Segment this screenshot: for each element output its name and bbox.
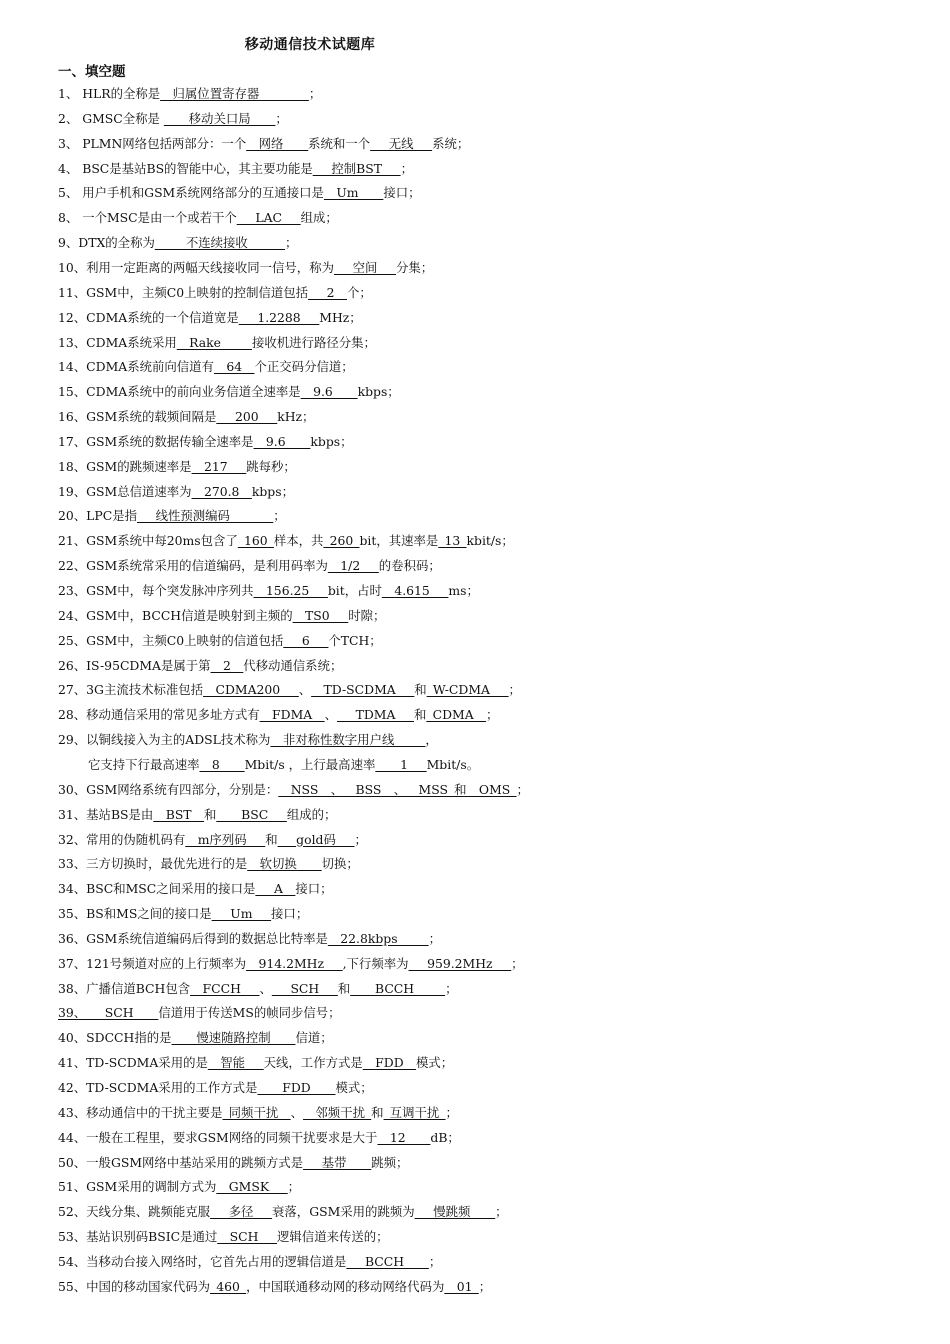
question-text: Mbit/s ，上行最高速率 xyxy=(244,756,376,772)
question-text: 的卷积码； xyxy=(378,558,441,574)
question-line xyxy=(58,134,469,154)
answer-blank: ____1___ xyxy=(375,756,427,772)
answer-blank: ___959.2MHz___ xyxy=(408,955,512,971)
question-text: 24、GSM中，BCCH信道是映射到主频的 xyxy=(58,607,293,623)
question-text: ； xyxy=(273,508,286,524)
question-text: 接收机进行路径分集； xyxy=(252,334,376,350)
page-title: 移动通信技术试题库 xyxy=(244,37,376,53)
question-text: 38、广播信道BCH包含 xyxy=(58,980,191,996)
answer-blank: ___无线___ xyxy=(370,135,433,151)
question-text: 和 xyxy=(414,682,427,698)
question-text: 它支持下行最高速率 xyxy=(88,756,200,772)
question-text: 2、 GMSC全称是 xyxy=(58,110,164,126)
answer-blank: _260_ xyxy=(323,533,360,549)
question-line xyxy=(58,1003,341,1023)
question-line xyxy=(58,1177,300,1197)
question-text: 19、GSM总信道速率为 xyxy=(58,483,192,499)
answer-blank: __12____ xyxy=(377,1129,431,1145)
question-text: 53、基站识别码BSIC是通过 xyxy=(58,1229,218,1245)
question-line xyxy=(58,233,297,253)
question-text: 1、 HLR的全称是 xyxy=(58,86,161,101)
question-text: 10、利用一定距离的两幅天线接收同一信号，称为 xyxy=(58,259,334,275)
question-text: dB； xyxy=(430,1129,460,1145)
question-text: 25、GSM中，主频C0上映射的信道包括 xyxy=(58,632,284,648)
question-text: 28、移动通信采用的常见多址方式有 xyxy=(58,707,260,723)
question-text: ； xyxy=(486,707,499,723)
question-text: 信道； xyxy=(295,1030,333,1046)
answer-blank: _W-CDMA___ xyxy=(426,682,509,698)
question-text: ； xyxy=(287,1179,301,1195)
answer-blank: _同频干扰__ xyxy=(222,1104,291,1120)
question-text: 37、121号频道对应的上行频率为 xyxy=(58,955,247,971)
answer-blank: __Um____ xyxy=(323,185,384,201)
answer-blank: __9.6____ xyxy=(300,384,358,400)
question-text: kbps； xyxy=(251,483,294,499)
question-text: 和 xyxy=(414,707,427,723)
answer-blank: ____移动关口局____ xyxy=(163,110,276,126)
question-line xyxy=(58,109,288,129)
question-text: 41、TD-SCDMA采用的是 xyxy=(58,1055,208,1071)
answer-blank: ___线性预测编码_______ xyxy=(136,508,274,524)
question-text: 天线，工作方式是 xyxy=(263,1055,363,1071)
question-text: kbps； xyxy=(310,433,353,449)
question-text: 16、GSM系统的载频间隔是 xyxy=(58,409,217,425)
question-text: 33、三方切换时，最优先进行的是 xyxy=(58,856,248,872)
question-text: 个； xyxy=(346,284,372,300)
question-text: ； xyxy=(445,1104,458,1120)
question-text: ； xyxy=(428,1253,442,1269)
question-text: ； xyxy=(511,955,524,971)
question-text: 跳频； xyxy=(371,1154,409,1170)
question-text: 、 xyxy=(324,707,337,723)
question-text: kbps； xyxy=(357,384,400,400)
question-text: 和 xyxy=(371,1104,384,1120)
question-text: 切换； xyxy=(321,856,359,872)
question-text: 20、LPC是指 xyxy=(58,508,137,524)
question-text: ； xyxy=(478,1278,492,1294)
question-text: 17、GSM系统的数据传输全速率是 xyxy=(58,433,254,449)
answer-blank: __22.8kbps_____ xyxy=(327,930,429,946)
question-text: 23、GSM中，每个突发脉冲序列共 xyxy=(58,583,254,598)
answer-blank: __TD-SCDMA___ xyxy=(311,682,415,698)
question-text: kbit/s； xyxy=(466,533,514,549)
question-text: 43、移动通信中的干扰主要是 xyxy=(58,1104,223,1120)
answer-blank: ___LAC___ xyxy=(236,210,301,226)
question-line xyxy=(58,581,479,601)
question-text: 模式； xyxy=(335,1080,373,1095)
question-text: ； xyxy=(275,110,288,126)
question-text: 21、GSM系统中每20ms包含了 xyxy=(58,533,238,549)
answer-blank: ___1.2288___ xyxy=(238,309,320,325)
question-line xyxy=(58,1078,373,1098)
answer-blank: __64__ xyxy=(213,359,255,375)
question-line xyxy=(58,258,433,278)
answer-blank: ___多径___ xyxy=(210,1204,273,1220)
question-line xyxy=(58,432,353,452)
question-line xyxy=(58,979,457,999)
question-text: 30、GSM网络系统有四部分，分别是： xyxy=(58,781,279,797)
answer-blank: __217___ xyxy=(191,458,247,474)
question-text: 接口； xyxy=(295,881,333,897)
answer-blank: _CDMA__ xyxy=(426,707,487,723)
question-text: 模式； xyxy=(416,1055,454,1071)
answer-blank: ____BSC___ xyxy=(216,806,287,822)
question-line xyxy=(58,1202,508,1222)
question-line xyxy=(58,407,314,427)
question-text: 、 xyxy=(259,980,272,996)
question-line xyxy=(58,854,359,874)
answer-blank: __非对称性数字用户线_____ xyxy=(270,732,426,748)
question-text: 时隙； xyxy=(348,607,386,623)
question-line xyxy=(58,84,321,104)
question-text: 8、 一个MSC是由一个或若干个 xyxy=(58,210,237,226)
question-text: 系统和一个 xyxy=(308,135,371,151)
question-line xyxy=(58,805,336,825)
answer-blank: _460_ xyxy=(210,1278,247,1294)
question-line xyxy=(58,482,294,502)
question-text: ； xyxy=(354,831,367,847)
question-text: 44、一般在工程里，要求GSM网络的同频干扰要求是大于 xyxy=(58,1129,378,1145)
answer-blank: __1/2___ xyxy=(327,558,379,574)
answer-blank: ____慢速随路控制____ xyxy=(171,1030,296,1046)
answer-blank: __914.2MHz___ xyxy=(246,955,343,971)
question-text: ； xyxy=(508,682,521,698)
question-line xyxy=(58,208,338,228)
question-text: bit，其速率是 xyxy=(359,533,439,549)
question-text: MHz； xyxy=(319,309,362,325)
question-line xyxy=(58,506,286,526)
question-text: ； xyxy=(428,930,441,946)
question-line xyxy=(58,780,529,800)
question-text: 信道用于传送MS的帧同步信号； xyxy=(158,1005,341,1021)
question-text: 和 xyxy=(337,980,351,996)
question-text: 、 xyxy=(290,1104,304,1120)
question-line xyxy=(58,556,441,576)
question-text: 和 xyxy=(203,806,217,822)
question-line xyxy=(58,1153,408,1173)
question-line xyxy=(58,333,376,353)
question-text: 接口； xyxy=(271,906,309,922)
question-line xyxy=(58,1053,453,1073)
answer-blank: __CDMA200___ xyxy=(203,682,299,698)
question-text: 13、CDMA系统采用 xyxy=(58,334,177,350)
question-text: 组成； xyxy=(300,210,338,226)
answer-blank: __邻频干扰_ xyxy=(303,1104,372,1120)
question-text: kHz； xyxy=(277,409,315,425)
answer-blank: __8____ xyxy=(199,756,245,772)
question-text: 52、天线分集、跳频能克服 xyxy=(58,1204,211,1220)
question-text: 组成的； xyxy=(286,806,337,822)
answer-blank: __SCH___ xyxy=(217,1229,278,1245)
answer-blank: ___gold码___ xyxy=(277,831,355,847)
question-text: ,下行频率为 xyxy=(342,955,409,971)
answer-blank: ___慢跳频____ xyxy=(414,1204,496,1220)
question-line xyxy=(58,730,438,750)
question-text: 个TCH； xyxy=(328,632,382,648)
answer-blank: __归属位置寄存器________ xyxy=(160,86,309,101)
answer-blank: _160_ xyxy=(237,533,274,549)
question-line xyxy=(58,656,342,676)
answer-blank: __9.6____ xyxy=(253,433,311,449)
answer-blank: __网络____ xyxy=(246,135,309,151)
answer-blank: _____不连续接收______ xyxy=(154,235,285,251)
answer-blank: __FCCH___ xyxy=(190,980,260,996)
answer-blank: ___BCCH____ xyxy=(346,1253,429,1269)
question-text: 12、CDMA系统的一个信道宽是 xyxy=(58,309,239,325)
answer-blank: 39、___SCH____ xyxy=(58,1005,159,1021)
answer-blank: __FDMA__ xyxy=(259,707,325,723)
answer-blank: ___Um___ xyxy=(211,906,272,922)
answer-blank: ___A__ xyxy=(255,881,296,897)
question-text: ； xyxy=(308,86,322,101)
question-line xyxy=(58,929,441,949)
answer-blank: __TS0___ xyxy=(292,607,349,623)
question-text: 11、GSM中，主频C0上映射的控制信道包括 xyxy=(58,284,309,300)
question-text: 55、中国的移动国家代码为 xyxy=(58,1278,211,1294)
question-line xyxy=(58,308,362,328)
question-text: ； xyxy=(495,1204,508,1220)
answer-blank: ___6___ xyxy=(283,632,329,648)
question-text: 5、 用户手机和GSM系统网络部分的互通接口是 xyxy=(58,185,324,201)
question-text: ； xyxy=(516,781,529,797)
question-text: 3、 PLMN网络包括两部分：一个 xyxy=(58,135,247,151)
question-line xyxy=(58,357,354,377)
question-text: 代移动通信系统； xyxy=(243,657,343,673)
question-line xyxy=(58,879,333,899)
question-line xyxy=(58,705,498,725)
question-text: 35、BS和MS之间的接口是 xyxy=(58,906,212,922)
question-line xyxy=(58,1277,491,1297)
question-line xyxy=(58,904,308,924)
question-text: 51、GSM采用的调制方式为 xyxy=(58,1179,217,1195)
question-text: 15、CDMA系统中的前向业务信道全速率是 xyxy=(58,384,301,400)
question-line xyxy=(58,159,413,179)
answer-blank: __01_ xyxy=(444,1278,479,1294)
question-line xyxy=(58,680,521,700)
question-text: 42、TD-SCDMA采用的工作方式是 xyxy=(58,1080,258,1095)
question-text: 9、DTX的全称为 xyxy=(58,235,155,251)
question-text: 系统； xyxy=(432,135,470,151)
answer-blank: __BST__ xyxy=(153,806,204,822)
question-line xyxy=(58,631,382,651)
question-text: 36、GSM系统信道编码后得到的数据总比特率是 xyxy=(58,930,328,946)
question-text: 32、常用的伪随机码有 xyxy=(58,831,186,847)
question-text: bit，占时 xyxy=(327,583,382,598)
question-text: 分集； xyxy=(395,259,434,275)
question-text: 31、基站BS是由 xyxy=(58,806,154,822)
question-text: 40、SDCCH指的是 xyxy=(58,1030,172,1046)
question-line xyxy=(58,457,296,477)
question-text: 50、一般GSM网络中基站采用的跳频方式是 xyxy=(58,1154,304,1170)
question-line xyxy=(58,830,367,850)
question-text: ； xyxy=(284,235,298,251)
question-text: 接口； xyxy=(383,185,421,201)
question-text: 54、当移动台接入网络时，它首先占用的逻辑信道是 xyxy=(58,1253,347,1269)
question-line xyxy=(58,283,372,303)
question-line xyxy=(58,382,400,402)
answer-blank: _互调干扰_ xyxy=(383,1104,446,1120)
question-text: 逻辑信道来传送的； xyxy=(277,1229,389,1245)
answer-blank: __156.25___ xyxy=(253,583,328,598)
question-text: 34、BSC和MSC之间采用的接口是 xyxy=(58,881,256,897)
answer-blank: __Rake_____ xyxy=(176,334,252,350)
question-line xyxy=(58,183,420,203)
question-text: 4、 BSC是基站BS的智能中心，其主要功能是 xyxy=(58,160,313,176)
answer-blank: __NSS__、__BSS__、__MSS_和__OMS_ xyxy=(278,781,517,797)
answer-blank: ___TDMA___ xyxy=(336,707,414,723)
question-text: 、 xyxy=(298,682,312,698)
question-text: 跳每秒； xyxy=(246,458,296,474)
answer-blank: ___200___ xyxy=(216,409,278,425)
question-line xyxy=(58,606,385,626)
answer-blank: __FDD__ xyxy=(362,1055,417,1071)
answer-blank: __4.615___ xyxy=(381,583,449,598)
answer-blank: __m序列码___ xyxy=(185,831,266,847)
question-text: 26、IS-95CDMA是属于第 xyxy=(58,657,211,673)
section-heading: 一、填空题 xyxy=(58,64,126,80)
answer-blank: __软切换____ xyxy=(247,856,322,872)
question-text: 27、3G主流技术标准包括 xyxy=(58,682,204,698)
answer-blank: _13_ xyxy=(438,533,467,549)
question-line xyxy=(58,1252,441,1272)
answer-blank: ___控制BST___ xyxy=(312,160,401,176)
answer-blank: __GMSK___ xyxy=(216,1179,288,1195)
question-line xyxy=(58,531,514,551)
question-line xyxy=(58,954,524,974)
question-text: 22、GSM系统常采用的信道编码，是利用码率为 xyxy=(58,558,328,574)
answer-blank: ____BCCH_____ xyxy=(350,980,446,996)
question-text: ， xyxy=(425,732,438,748)
answer-blank: ___空间___ xyxy=(333,259,396,275)
question-text: Mbit/s。 xyxy=(426,756,480,772)
answer-blank: __2__ xyxy=(210,657,244,673)
answer-blank: ___2__ xyxy=(308,284,347,300)
answer-blank: ___SCH___ xyxy=(271,980,338,996)
question-text: 和 xyxy=(265,831,278,847)
question-text: ； xyxy=(400,160,413,176)
question-line xyxy=(58,1227,389,1247)
question-text: 29、以铜线接入为主的ADSL技术称为 xyxy=(58,732,271,748)
answer-blank: ____FDD____ xyxy=(257,1080,336,1095)
question-text: ； xyxy=(445,980,458,996)
answer-blank: ___基带____ xyxy=(303,1154,372,1170)
question-text: ，中国联通移动网的移动网络代码为 xyxy=(246,1278,445,1294)
question-text: ms； xyxy=(448,583,479,598)
question-text: 衰落，GSM采用的跳频为 xyxy=(272,1204,415,1220)
question-line xyxy=(58,1028,333,1048)
question-line xyxy=(58,1103,458,1123)
answer-blank: __270.8__ xyxy=(191,483,252,499)
question-text: 14、CDMA系统前向信道有 xyxy=(58,359,214,375)
question-text: 个正交码分信道； xyxy=(254,359,354,375)
answer-blank: __智能___ xyxy=(207,1055,264,1071)
question-line xyxy=(88,755,479,775)
question-text: 18、GSM的跳频速率是 xyxy=(58,458,192,474)
question-text: 样本，共 xyxy=(273,533,324,549)
question-line xyxy=(58,1128,460,1148)
